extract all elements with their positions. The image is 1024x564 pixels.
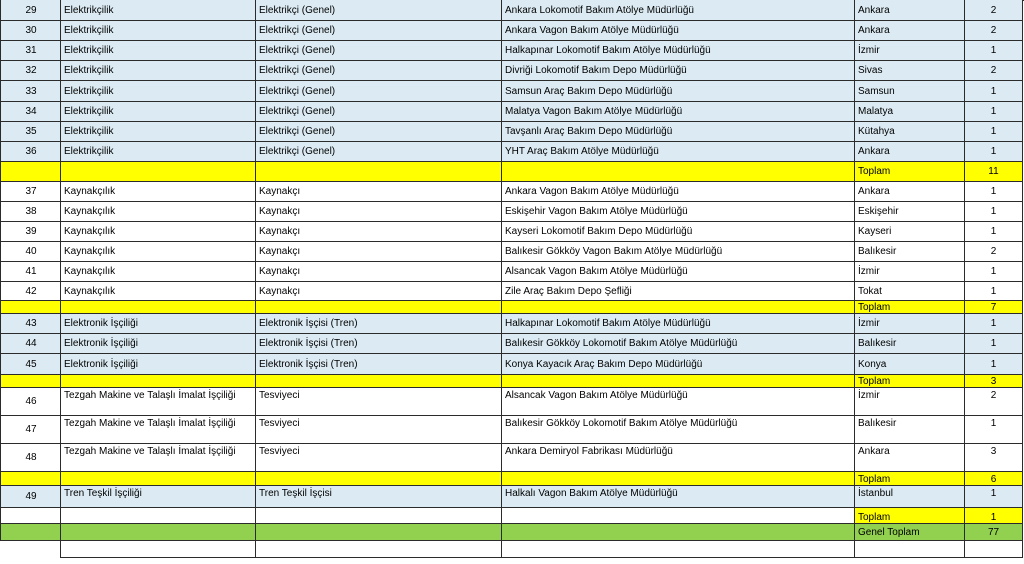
cell-field[interactable] — [60, 541, 256, 558]
cell-city[interactable]: Sivas — [854, 61, 965, 81]
cell-title[interactable]: Kaynakçı — [255, 242, 502, 262]
cell-field[interactable]: Elektronik İşçiliği — [60, 334, 256, 354]
cell-no[interactable]: 32 — [0, 61, 61, 81]
cell-unit[interactable]: Tavşanlı Araç Bakım Depo Müdürlüğü — [501, 122, 855, 142]
cell-field[interactable]: Elektronik İşçiliği — [60, 314, 256, 334]
cell-field[interactable]: Kaynakçılık — [60, 222, 256, 242]
table-row — [0, 486, 1024, 508]
table-row — [0, 122, 1024, 142]
cell-unit[interactable]: Ankara Vagon Bakım Atölye Müdürlüğü — [501, 182, 855, 202]
cell-title[interactable]: Tren Teşkil İşçisi — [255, 486, 502, 508]
cell-title[interactable] — [255, 508, 502, 524]
cell-no[interactable] — [0, 472, 61, 486]
cell-unit[interactable]: Malatya Vagon Bakım Atölye Müdürlüğü — [501, 102, 855, 122]
cell-count[interactable]: 2 — [964, 388, 1023, 416]
cell-field[interactable] — [60, 162, 256, 182]
cell-no[interactable]: 44 — [0, 334, 61, 354]
cell-count[interactable]: 1 — [964, 182, 1023, 202]
cell-count[interactable]: 1 — [964, 282, 1023, 301]
cell-count[interactable]: 2 — [964, 61, 1023, 81]
cell-city[interactable]: İzmir — [854, 388, 965, 416]
cell-field[interactable]: Elektrikçilik — [60, 142, 256, 162]
cell-field[interactable]: Kaynakçılık — [60, 242, 256, 262]
table-row — [0, 102, 1024, 122]
cell-count[interactable]: 2 — [964, 242, 1023, 262]
cell-count[interactable]: 1 — [964, 81, 1023, 102]
cell-title[interactable]: Elektronik İşçisi (Tren) — [255, 314, 502, 334]
cell-unit[interactable]: Balıkesir Gökköy Vagon Bakım Atölye Müdürlüğü — [501, 242, 855, 262]
grand-total-value[interactable]: 77 — [964, 524, 1023, 541]
cell-count[interactable]: 1 — [964, 122, 1023, 142]
cell-field[interactable] — [60, 524, 256, 541]
cell-no[interactable]: 48 — [0, 444, 61, 472]
cell-city[interactable]: Ankara — [854, 142, 965, 162]
cell-no[interactable]: 45 — [0, 354, 61, 375]
cell-title[interactable]: Elektrikçi (Genel) — [255, 122, 502, 142]
cell-unit[interactable]: Eskişehir Vagon Bakım Atölye Müdürlüğü — [501, 202, 855, 222]
cell-unit[interactable] — [501, 162, 855, 182]
subtotal-row — [0, 301, 1024, 314]
cell-unit[interactable]: Balıkesir Gökköy Lokomotif Bakım Atölye Müdürlüğü — [501, 334, 855, 354]
cell-no — [0, 541, 61, 558]
cell-count[interactable]: 1 — [964, 416, 1023, 444]
cell-unit[interactable]: YHT Araç Bakım Atölye Müdürlüğü — [501, 142, 855, 162]
cell-no[interactable]: 36 — [0, 142, 61, 162]
cell-count[interactable]: 1 — [964, 354, 1023, 375]
cell-title[interactable]: Elektrikçi (Genel) — [255, 81, 502, 102]
subtotal-label[interactable]: Toplam — [854, 301, 965, 314]
cell-no[interactable]: 49 — [0, 486, 61, 508]
cell-unit[interactable]: Alsancak Vagon Bakım Atölye Müdürlüğü — [501, 388, 855, 416]
cell-city[interactable]: Ankara — [854, 21, 965, 41]
cell-city[interactable]: Kayseri — [854, 222, 965, 242]
cell-unit[interactable] — [501, 301, 855, 314]
cell-field[interactable]: Tezgah Makine ve Talaşlı İmalat İşçiliği — [60, 388, 256, 416]
cell-title[interactable]: Kaynakçı — [255, 282, 502, 301]
cell-count[interactable]: 1 — [964, 142, 1023, 162]
cell-no[interactable]: 34 — [0, 102, 61, 122]
cell-title[interactable]: Elektrikçi (Genel) — [255, 41, 502, 61]
cell-field[interactable]: Elektrikçilik — [60, 41, 256, 61]
cell-unit[interactable] — [501, 472, 855, 486]
cell-title[interactable] — [255, 301, 502, 314]
cell-city[interactable]: İstanbul — [854, 486, 965, 508]
cell-city[interactable]: İzmir — [854, 262, 965, 282]
cell-city[interactable]: Balıkesir — [854, 416, 965, 444]
cell-title[interactable]: Kaynakçı — [255, 262, 502, 282]
table-row — [0, 182, 1024, 202]
cell-title[interactable]: Elektrikçi (Genel) — [255, 61, 502, 81]
cell-unit[interactable]: Balıkesir Gökköy Lokomotif Bakım Atölye Müdürlüğü — [501, 416, 855, 444]
cell-city[interactable]: Kütahya — [854, 122, 965, 142]
cell-city[interactable]: Samsun — [854, 81, 965, 102]
table-row — [0, 334, 1024, 354]
cell-field[interactable]: Kaynakçılık — [60, 282, 256, 301]
cell-unit[interactable] — [501, 375, 855, 388]
cell-count[interactable]: 1 — [964, 262, 1023, 282]
table-row — [0, 61, 1024, 81]
cell-no[interactable]: 42 — [0, 282, 61, 301]
cell-no[interactable]: 46 — [0, 388, 61, 416]
cell-field[interactable]: Elektrikçilik — [60, 61, 256, 81]
cell-title[interactable]: Tesviyeci — [255, 416, 502, 444]
cell-title[interactable]: Elektronik İşçisi (Tren) — [255, 334, 502, 354]
subtotal-row — [0, 508, 1024, 524]
table-row — [0, 41, 1024, 61]
table-row — [0, 242, 1024, 262]
cell-field[interactable]: Kaynakçılık — [60, 262, 256, 282]
cell-field[interactable] — [60, 375, 256, 388]
cell-count[interactable]: 1 — [964, 102, 1023, 122]
cell-no[interactable]: 30 — [0, 21, 61, 41]
cell-unit[interactable]: Konya Kayacık Araç Bakım Depo Müdürlüğü — [501, 354, 855, 375]
subtotal-value[interactable]: 1 — [964, 508, 1023, 524]
table-row — [0, 202, 1024, 222]
table-row — [0, 314, 1024, 334]
table-row — [0, 416, 1024, 444]
cell-no[interactable]: 47 — [0, 416, 61, 444]
cell-title[interactable]: Kaynakçı — [255, 222, 502, 242]
cell-field[interactable]: Tren Teşkil İşçiliği — [60, 486, 256, 508]
cell-no[interactable]: 41 — [0, 262, 61, 282]
table-row — [0, 142, 1024, 162]
cell-no[interactable]: 35 — [0, 122, 61, 142]
cell-title[interactable]: Kaynakçı — [255, 182, 502, 202]
subtotal-row — [0, 375, 1024, 388]
table-row — [0, 81, 1024, 102]
cell-unit[interactable]: Samsun Araç Bakım Depo Müdürlüğü — [501, 81, 855, 102]
cell-title[interactable]: Elektrikçi (Genel) — [255, 102, 502, 122]
cell-unit[interactable]: Zile Araç Bakım Depo Şefliği — [501, 282, 855, 301]
cell-no[interactable] — [0, 375, 61, 388]
cell-field[interactable]: Tezgah Makine ve Talaşlı İmalat İşçiliği — [60, 416, 256, 444]
cell-field[interactable]: Elektrikçilik — [60, 81, 256, 102]
cell-unit[interactable]: Halkalı Vagon Bakım Atölye Müdürlüğü — [501, 486, 855, 508]
grand-total-row — [0, 524, 1024, 541]
cell-city[interactable]: Ankara — [854, 182, 965, 202]
cell-city[interactable]: Konya — [854, 354, 965, 375]
cell-title[interactable]: Tesviyeci — [255, 388, 502, 416]
cell-no[interactable]: 43 — [0, 314, 61, 334]
cell-city[interactable]: Balıkesir — [854, 334, 965, 354]
cell-no[interactable]: 37 — [0, 182, 61, 202]
cell-no[interactable] — [0, 508, 61, 524]
cell-field[interactable]: Elektrikçilik — [60, 0, 256, 21]
cell-count[interactable]: 2 — [964, 0, 1023, 21]
cell-count[interactable]: 1 — [964, 41, 1023, 61]
cell-count[interactable]: 1 — [964, 486, 1023, 508]
cell-no[interactable]: 39 — [0, 222, 61, 242]
cell-title[interactable]: Elektrikçi (Genel) — [255, 21, 502, 41]
cell-city[interactable]: Malatya — [854, 102, 965, 122]
subtotal-label[interactable]: Toplam — [854, 508, 965, 524]
cell-field[interactable]: Elektrikçilik — [60, 122, 256, 142]
table-row — [0, 354, 1024, 375]
cell-count[interactable]: 1 — [964, 222, 1023, 242]
cell-field[interactable] — [60, 472, 256, 486]
cell-no[interactable] — [0, 524, 61, 541]
table-row — [0, 444, 1024, 472]
cell-city[interactable]: Eskişehir — [854, 202, 965, 222]
empty-row — [0, 541, 1024, 558]
cell-field[interactable] — [60, 301, 256, 314]
cell-unit[interactable]: Halkapınar Lokomotif Bakım Atölye Müdürlüğü — [501, 314, 855, 334]
cell-field[interactable]: Tezgah Makine ve Talaşlı İmalat İşçiliği — [60, 444, 256, 472]
cell-unit[interactable]: Ankara Vagon Bakım Atölye Müdürlüğü — [501, 21, 855, 41]
cell-no[interactable] — [0, 162, 61, 182]
subtotal-value[interactable]: 3 — [964, 375, 1023, 388]
subtotal-row — [0, 162, 1024, 182]
subtotal-value[interactable]: 11 — [964, 162, 1023, 182]
cell-field[interactable] — [60, 508, 256, 524]
cell-count[interactable]: 2 — [964, 21, 1023, 41]
cell-city[interactable]: Ankara — [854, 0, 965, 21]
table-row — [0, 222, 1024, 242]
cell-field[interactable]: Elektronik İşçiliği — [60, 354, 256, 375]
table-row — [0, 0, 1024, 21]
cell-title[interactable] — [255, 524, 502, 541]
cell-unit[interactable]: Ankara Demiryol Fabrikası Müdürlüğü — [501, 444, 855, 472]
cell-city[interactable] — [854, 541, 965, 558]
cell-title[interactable]: Kaynakçı — [255, 202, 502, 222]
table-row — [0, 388, 1024, 416]
cell-city[interactable]: Tokat — [854, 282, 965, 301]
subtotal-label[interactable]: Toplam — [854, 375, 965, 388]
cell-city[interactable]: Ankara — [854, 444, 965, 472]
subtotal-row — [0, 472, 1024, 486]
cell-count[interactable] — [964, 541, 1023, 558]
cell-unit[interactable] — [501, 541, 855, 558]
subtotal-label[interactable]: Toplam — [854, 162, 965, 182]
cell-title[interactable]: Elektronik İşçisi (Tren) — [255, 354, 502, 375]
cell-field[interactable]: Kaynakçılık — [60, 182, 256, 202]
cell-no[interactable]: 33 — [0, 81, 61, 102]
cell-city[interactable]: İzmir — [854, 314, 965, 334]
cell-unit[interactable]: Ankara Lokomotif Bakım Atölye Müdürlüğü — [501, 0, 855, 21]
cell-title[interactable] — [255, 541, 502, 558]
subtotal-label[interactable]: Toplam — [854, 472, 965, 486]
cell-title[interactable]: Elektrikçi (Genel) — [255, 0, 502, 21]
subtotal-value[interactable]: 7 — [964, 301, 1023, 314]
table-row — [0, 262, 1024, 282]
cell-unit[interactable]: Halkapınar Lokomotif Bakım Atölye Müdürlüğü — [501, 41, 855, 61]
cell-count[interactable]: 1 — [964, 314, 1023, 334]
cell-title[interactable] — [255, 472, 502, 486]
grand-total-label[interactable]: Genel Toplam — [854, 524, 965, 541]
cell-unit[interactable] — [501, 524, 855, 541]
cell-field[interactable]: Elektrikçilik — [60, 102, 256, 122]
cell-title[interactable] — [255, 162, 502, 182]
cell-no[interactable] — [0, 301, 61, 314]
cell-title[interactable] — [255, 375, 502, 388]
cell-no[interactable]: 38 — [0, 202, 61, 222]
cell-city[interactable]: İzmir — [854, 41, 965, 61]
subtotal-value[interactable]: 6 — [964, 472, 1023, 486]
cell-no[interactable]: 29 — [0, 0, 61, 21]
cell-count[interactable]: 3 — [964, 444, 1023, 472]
cell-no[interactable]: 31 — [0, 41, 61, 61]
cell-count[interactable]: 1 — [964, 202, 1023, 222]
cell-unit[interactable]: Divriği Lokomotif Bakım Depo Müdürlüğü — [501, 61, 855, 81]
cell-unit[interactable]: Kayseri Lokomotif Bakım Depo Müdürlüğü — [501, 222, 855, 242]
cell-unit[interactable] — [501, 508, 855, 524]
cell-field[interactable]: Elektrikçilik — [60, 21, 256, 41]
cell-no[interactable]: 40 — [0, 242, 61, 262]
cell-title[interactable]: Tesviyeci — [255, 444, 502, 472]
table-row — [0, 21, 1024, 41]
cell-unit[interactable]: Alsancak Vagon Bakım Atölye Müdürlüğü — [501, 262, 855, 282]
cell-field[interactable]: Kaynakçılık — [60, 202, 256, 222]
cell-city[interactable]: Balıkesir — [854, 242, 965, 262]
cell-count[interactable]: 1 — [964, 334, 1023, 354]
table-row — [0, 282, 1024, 301]
cell-title[interactable]: Elektrikçi (Genel) — [255, 142, 502, 162]
